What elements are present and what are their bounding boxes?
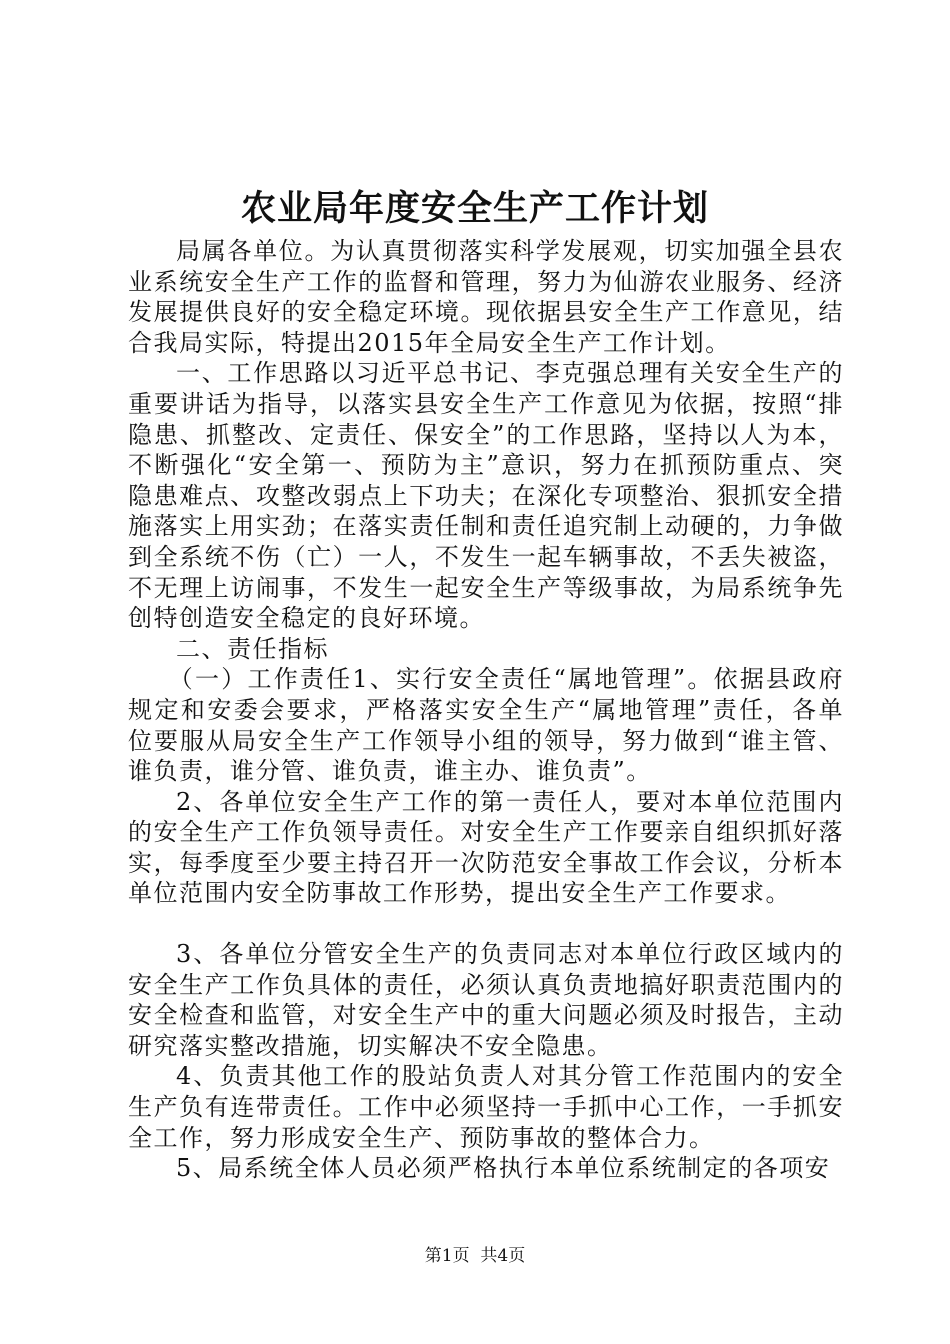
paragraph-work-approach: 一、工作思路以习近平总书记、李克强总理有关安全生产的重要讲话为指导，以落实县安全生产工作意见为依据，按照“排隐患、抓整改、定责任、保安全”的工作思路，坚持以人为本，不断强化“安全第一、预防为主”意识，努力在抓预防重点、突隐患难点、攻整改弱点上下功夫；在深化专项整治、狠抓安全措施落实上用实劲；在落实责任制和责任追究制上动硬的，力争做到全系统不伤（亡）一人，不发生一起车辆事故，不丢失被盗，不无理上访闹事，不发生一起安全生产等级事故，为局系统争先创特创造安全稳定的良好环境。 — [128, 359, 844, 633]
page-number-footer: 第1页 共4页 — [424, 1246, 526, 1266]
paragraph-responsibility-3: 3、各单位分管安全生产的负责同志对本单位行政区域内的安全生产工作负具体的责任，必须认真负责地搞好职责范围内的安全检查和监管，对安全生产中的重大问题必须及时报告，主动研究落实整改措施，切实解决不安全隐患。 — [128, 940, 844, 1060]
paragraph-responsibility-5: 5、局系统全体人员必须严格执行本单位系统制定的各项安 — [176, 1154, 831, 1183]
paragraph-responsibility-4: 4、负责其他工作的股站负责人对其分管工作范围内的安全生产负有连带责任。工作中必须坚持一手抓中心工作，一手抓安全工作，努力形成安全生产、预防事故的整体合力。 — [128, 1062, 844, 1152]
paragraph-responsibility-2: 2、各单位安全生产工作的第一责任人，要对本单位范围内的安全生产工作负领导责任。对安全生产工作要亲自组织抓好落实，每季度至少要主持召开一次防范安全事故工作会议，分析本单位范围内安全防事故工作形势，提出安全生产工作要求。 — [128, 787, 844, 908]
paragraph-intro: 局属各单位。为认真贯彻落实科学发展观，切实加强全县农业系统安全生产工作的监督和管理，努力为仙游农业服务、经济发展提供良好的安全稳定环境。现依据县安全生产工作意见，结合我局实际，特提出2015年全局安全生产工作计划。 — [128, 237, 844, 357]
paragraph-responsibility-heading: 二、责任指标 — [176, 634, 329, 663]
document-title: 农业局年度安全生产工作计划 — [240, 188, 709, 229]
paragraph-responsibility-1: （一）工作责任1、实行安全责任“属地管理”。依据县政府规定和安委会要求，严格落实安全生产“属地管理”责任，各单位要服从局安全生产工作领导小组的领导，努力做到“谁主管、谁负责，谁分管、谁负责，谁主办、谁负责”。 — [128, 665, 844, 786]
document-body — [128, 236, 844, 1184]
